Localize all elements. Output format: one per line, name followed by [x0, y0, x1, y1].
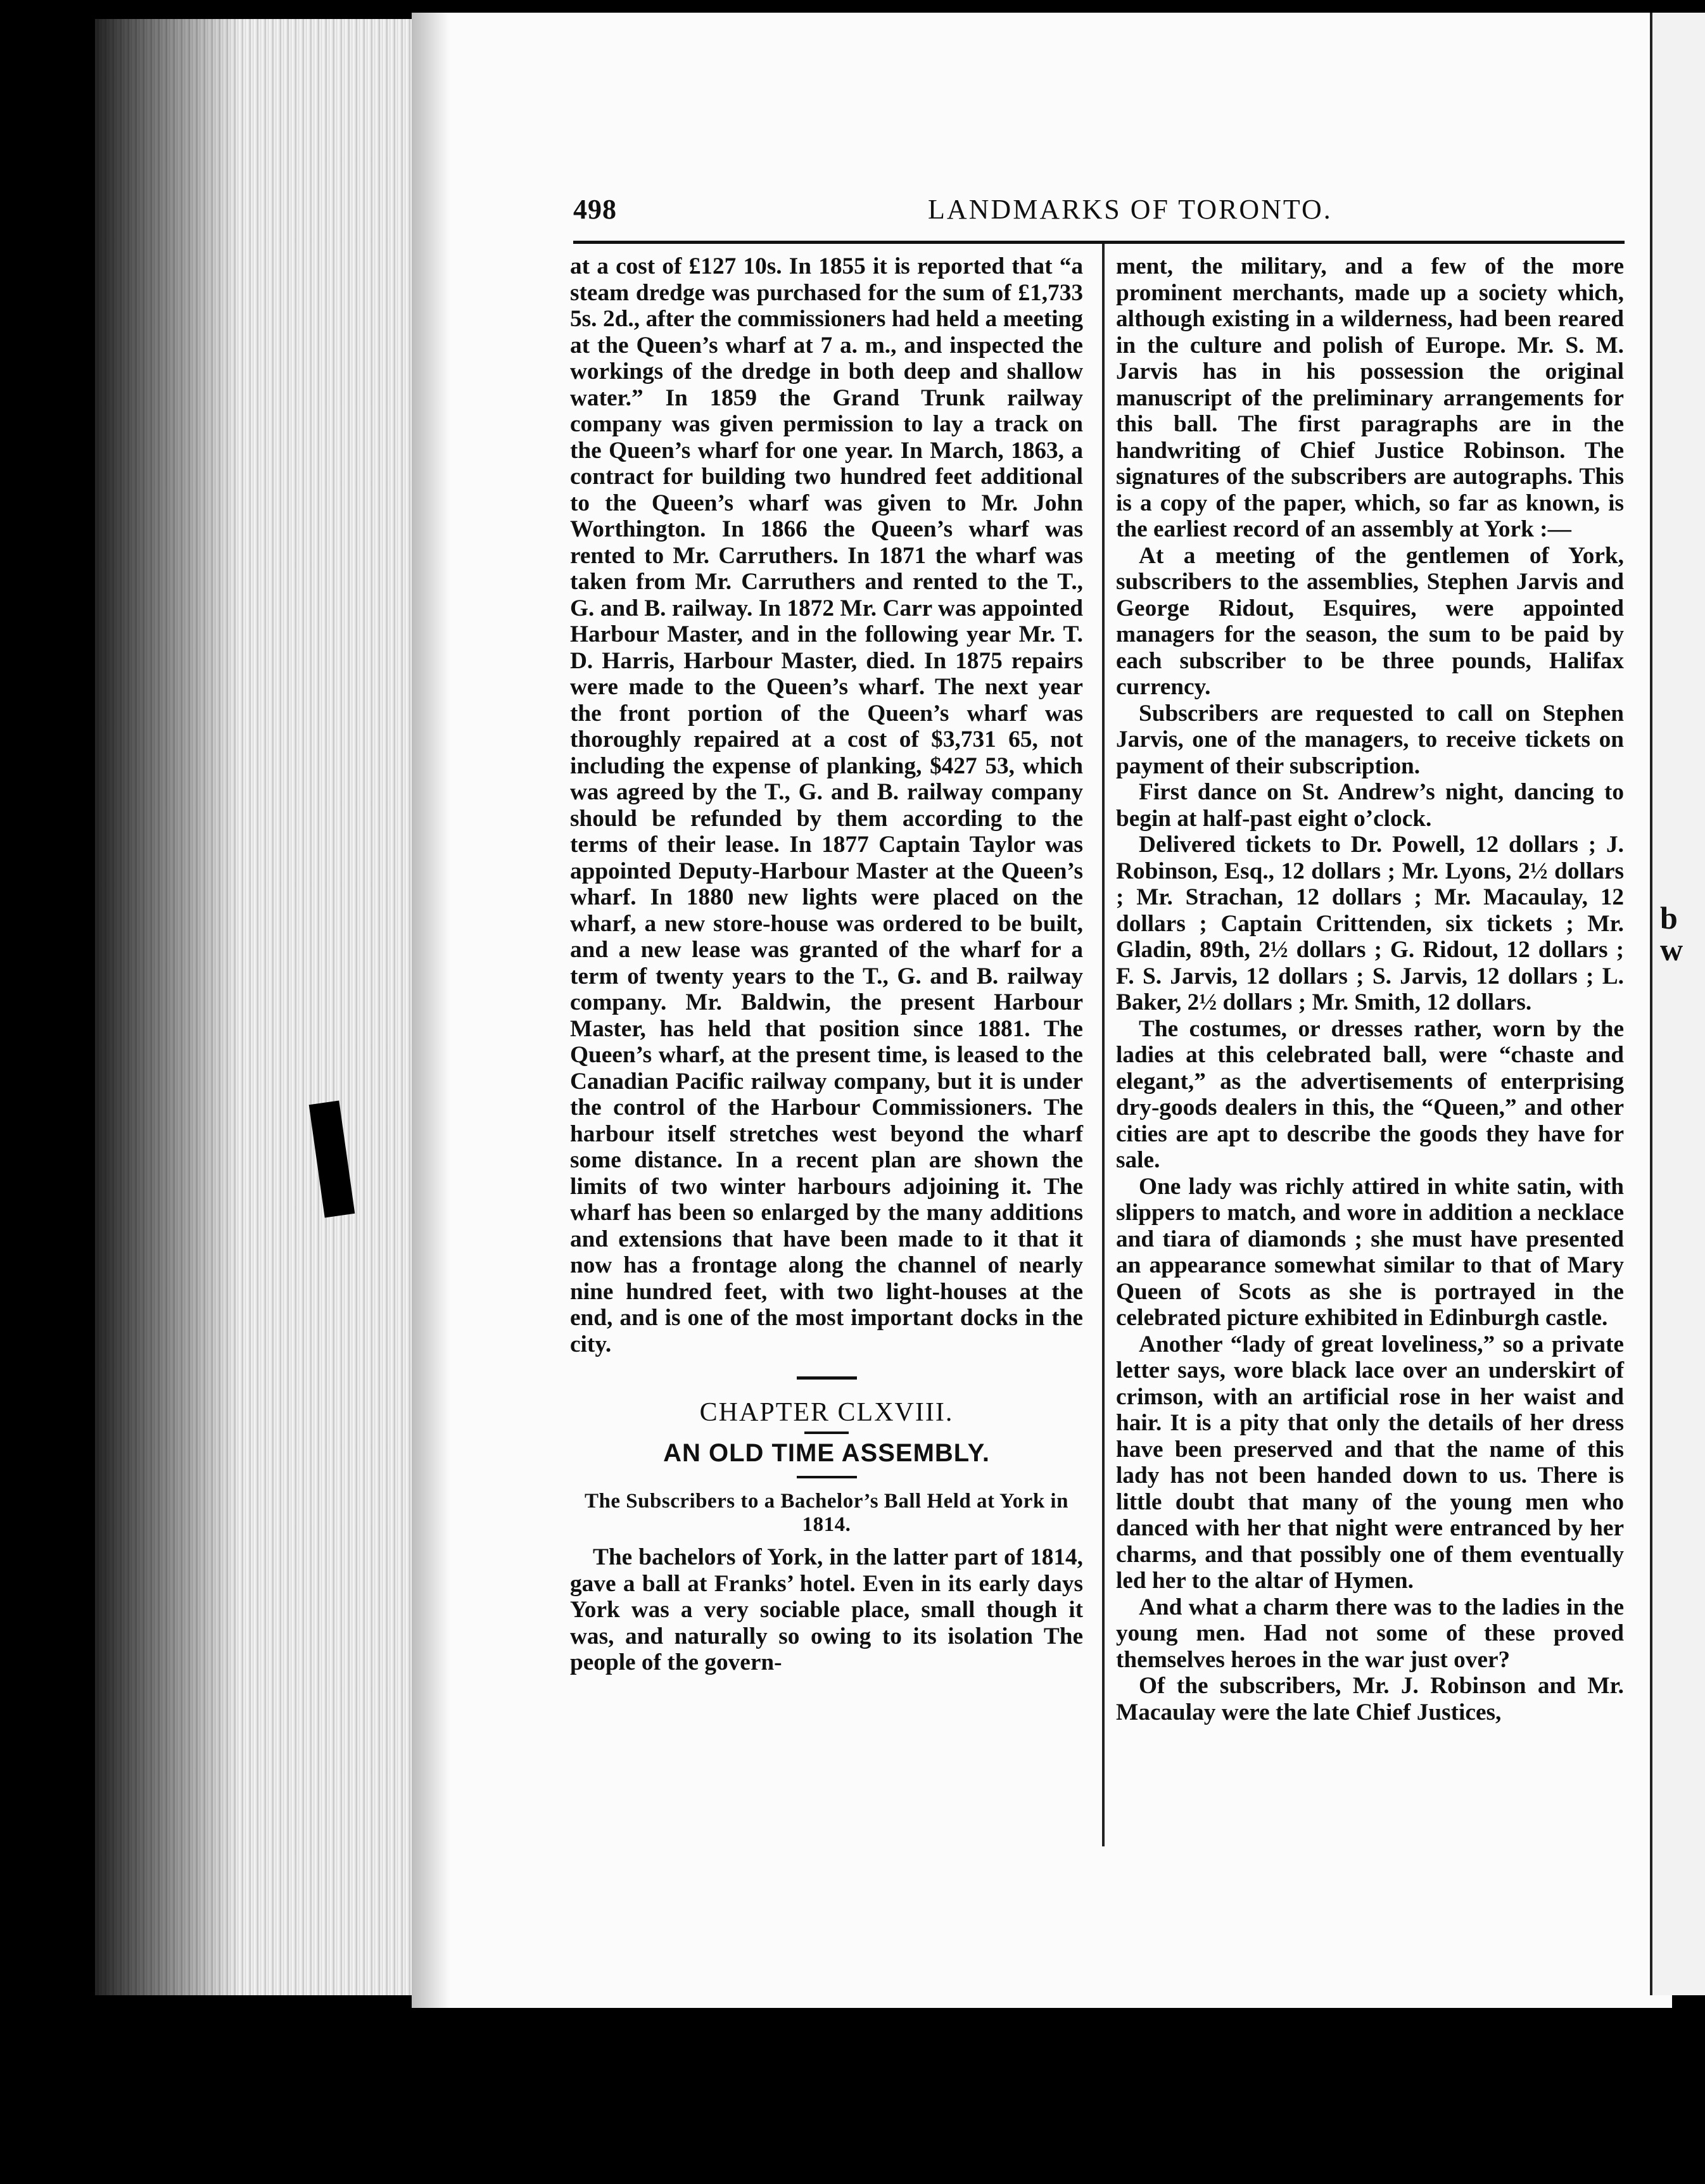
chapter-rule-top: [797, 1376, 857, 1380]
column-divider: [1102, 244, 1105, 1846]
right-paragraph-4: First dance on St. Andrew’s night, dancing to begin at half-past eight o’clock.: [1116, 779, 1624, 832]
chapter-number: CHAPTER CLXVIII.: [699, 1398, 954, 1427]
running-title: LANDMARKS OF TORONTO.: [928, 194, 1333, 225]
right-paragraph-7: One lady was richly attired in white satin, with slippers to match, and wore in addition a necklace and tiara of diamonds ; she must have presented an appearance somewhat similar to that of Mary Queen of Scots as she is portrayed in the celebrated picture exhibited in Edinburgh castle.: [1116, 1173, 1624, 1331]
next-page-fragment-1: b: [1660, 900, 1678, 936]
chapter-rule-bottom: [797, 1476, 857, 1478]
book-edge-shadow: [95, 19, 241, 1995]
right-paragraph-6: The costumes, or dresses rather, worn by the ladies at this celebrated ball, were “chaste and elegant,” as the advertisements of enterprising dry-goods dealers in this, the “Queen,” and other cities are apt to describe the goods they have for sale.: [1116, 1015, 1624, 1173]
chapter-title: AN OLD TIME ASSEMBLY.: [663, 1439, 990, 1467]
right-paragraph-9: And what a charm there was to the ladies in the young men. Had not some of these proved themselves heroes in the war just over?: [1116, 1594, 1624, 1673]
chapter-rule-mid: [804, 1432, 849, 1434]
running-header: [573, 187, 1644, 231]
right-paragraph-5: Delivered tickets to Dr. Powell, 12 dollars ; J. Robinson, Esq., 12 dollars ; Mr. Lyons, 2½ dollars ; Mr. Strachan, 12 dollars ; Mr. Macaulay, 12 dollars ; Captain Crittenden, six tickets ; Mr. Gladin, 89th, 2½ dollars ; G. Ridout, 12 dollars ; F. S. Jarvis, 12 dollars ; S. Jarvis, 12 dollars ; L. Baker, 2½ dollars ; Mr. Smith, 12 dollars.: [1116, 832, 1624, 1015]
next-page-edge: [1650, 13, 1705, 1995]
right-paragraph-8: Another “lady of great loveliness,” so a private letter says, wore black lace over an underskirt of crimson, with an artificial rose in her waist and hair. It is a pity that only the details of her dress have been preserved and that the name of this lady has not been handed down to us. There is little doubt that many of the young men who danced with her that night were entranced by her charms, and that possibly one of them eventually led her to the altar of Hymen.: [1116, 1331, 1624, 1594]
left-column: [570, 253, 1083, 1676]
page-number: 498: [573, 194, 617, 225]
left-paragraph-2: The bachelors of York, in the latter part of 1814, gave a ball at Franks’ hotel. Even in its early days York was a very sociable place, small though it was, and naturally so owing to its isolation The people of the govern-: [570, 1544, 1083, 1675]
right-paragraph-2: At a meeting of the gentlemen of York, subscribers to the assemblies, Stephen Jarvis and George Ridout, Esquires, were appointed managers for the season, the sum to be paid by each subscriber to be three pounds, Halifax currency.: [1116, 542, 1624, 700]
chapter-subtitle: The Subscribers to a Bachelor’s Ball Held at York in 1814.: [585, 1490, 1068, 1536]
right-paragraph-10: Of the subscribers, Mr. J. Robinson and Mr. Macaulay were the late Chief Justices,: [1116, 1673, 1624, 1725]
right-paragraph-3: Subscribers are requested to call on Stephen Jarvis, one of the managers, to receive tickets on payment of their subscription.: [1116, 700, 1624, 779]
left-paragraph-1: at a cost of £127 10s. In 1855 it is reported that “a steam dredge was purchased for the sum of £1,733 5s. 2d., after the commissioners had held a meeting at the Queen’s wharf at 7 a. m., and inspected the workings of the dredge in both deep and shallow water.” In 1859 the Grand Trunk railway company was given permission to lay a track on the Queen’s wharf for one year. In March, 1863, a contract for building two hundred feet additional to the Queen’s wharf was given to Mr. John Worthington. In 1866 the Queen’s wharf was rented to Mr. Carruthers. In 1871 the wharf was taken from Mr. Carruthers and rented to the T., G. and B. railway. In 1872 Mr. Carr was appointed Harbour Master, and in the following year Mr. T. D. Harris, Harbour Master, died. In 1875 repairs were made to the Queen’s wharf. The next year the front portion of the Queen’s wharf was thoroughly repaired at a cost of $3,731 65, not including the expense of planking, $427 53, which was agreed by the T., G. and B. railway company should be refunded by them according to the terms of their lease. In 1877 Captain Taylor was appointed Deputy-Harbour Master at the Queen’s wharf. In 1880 new lights were placed on the wharf, a new store-house was ordered to be built, and a new lease was granted of the wharf for a term of twenty years to the T., G. and B. railway company. Mr. Baldwin, the present Harbour Master, has held that position since 1881. The Queen’s wharf, at the present time, is leased to the Canadian Pacific railway company, but it is under the control of the Harbour Commissioners. The harbour itself stretches west beyond the wharf some distance. In a recent plan are shown the limits of two winter harbours adjoining it. The wharf has been so enlarged by the many additions and extensions that have been made to it that it now has a frontage along the channel of nearly nine hundred feet, with two light-houses at the end, and is one of the most important docks in the city.: [570, 253, 1083, 1357]
next-page-fragment-2: w: [1660, 932, 1683, 967]
page-gutter-shadow: [412, 13, 450, 2008]
right-paragraph-1: ment, the military, and a few of the more prominent merchants, made up a society which, although existing in a wilderness, had been reared in the culture and polish of Europe. Mr. S. M. Jarvis has in his possession the original manuscript of the preliminary arrangements for this ball. The first paragraphs are in the handwriting of Chief Justice Robinson. The signatures of the subscribers are autographs. This is a copy of the paper, which, so far as known, is the earliest record of an assembly at York :—: [1116, 253, 1624, 542]
right-column: [1116, 253, 1624, 1725]
header-rule: [573, 241, 1625, 244]
